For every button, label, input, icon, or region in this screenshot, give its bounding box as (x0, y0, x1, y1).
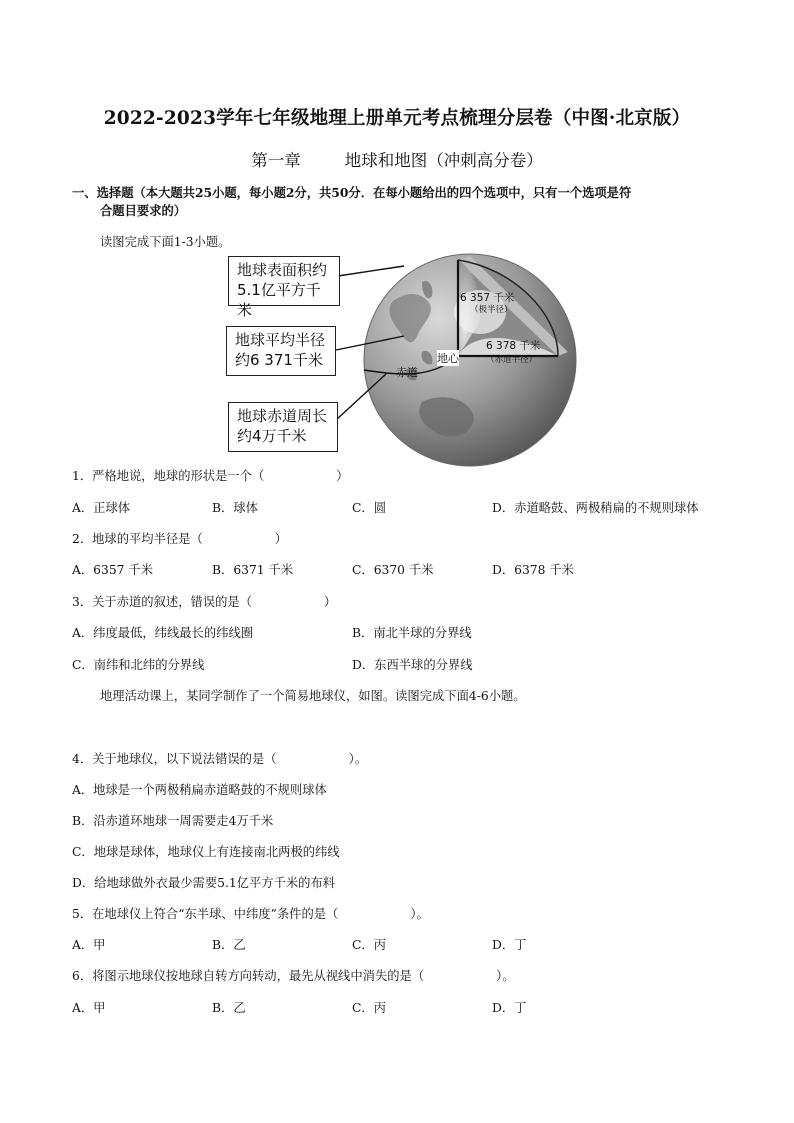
question-3-option-c[interactable]: C．南纬和北纬的分界线 (72, 658, 205, 672)
question-3-option-a[interactable]: A．纬度最低，纬线最长的纬线圈 (72, 626, 254, 640)
callout-equator-length-line2: 约4万千米 (237, 427, 307, 445)
equatorial-radius-value: 6 378 千米 (486, 340, 541, 352)
equator-label: 赤道 (396, 366, 418, 379)
callout-surface-area (228, 256, 340, 319)
reading-instruction-1: 读图完成下面1-3小题。 (100, 235, 231, 249)
reading-instruction-2: 地理活动课上，某同学制作了一个简易地球仪，如图。读图完成下面4-6小题。 (100, 689, 526, 703)
question-5-option-d[interactable]: D．丁 (492, 938, 527, 952)
question-6-option-d[interactable]: D．丁 (492, 1001, 527, 1015)
question-2-option-b[interactable]: B．6371 千米 (212, 563, 294, 577)
callout-mean-radius (226, 326, 336, 376)
callout-mean-radius-line1: 地球平均半径 (235, 331, 326, 349)
question-6-option-a[interactable]: A．甲 (72, 1001, 106, 1015)
question-5-stem: 5．在地球仪上符合“东半球、中纬度”条件的是（ ）。 (72, 907, 429, 921)
question-4-option-a[interactable]: A．地球是一个两极稍扁赤道略鼓的不规则球体 (72, 783, 327, 797)
question-2-option-c[interactable]: C．6370 千米 (352, 563, 434, 577)
callout-mean-radius-line2: 约6 371千米 (235, 351, 323, 369)
question-1-stem: 1．严格地说，地球的形状是一个（ ） (72, 469, 349, 483)
question-1-option-d[interactable]: D．赤道略鼓、两极稍扁的不规则球体 (492, 501, 699, 515)
question-2-option-d[interactable]: D．6378 千米 (492, 563, 574, 577)
question-4-option-b[interactable]: B．沿赤道环地球一周需要走4万千米 (72, 814, 274, 828)
polar-radius-value: 6 357 千米 (460, 292, 515, 304)
polar-radius-label: （极半径） (470, 305, 513, 315)
question-1-option-a[interactable]: A．正球体 (72, 501, 131, 515)
question-6-stem: 6．将图示地球仪按地球自转方向转动，最先从视线中消失的是（ ）。 (72, 969, 515, 983)
callout-equator-length (228, 402, 338, 452)
question-6-option-b[interactable]: B．乙 (212, 1001, 246, 1015)
callout-equator-length-line1: 地球赤道周长 (237, 407, 328, 425)
question-4-option-d[interactable]: D．给地球做外衣最少需要5.1亿平方千米的布料 (72, 876, 336, 890)
earth-center-label: 地心 (437, 352, 459, 365)
equatorial-radius-label: （赤道半径） (486, 355, 538, 365)
callout-surface-area-line2: 5.1亿平方千米 (237, 281, 321, 319)
question-4-stem: 4．关于地球仪，以下说法错误的是（ ）。 (72, 752, 368, 766)
question-3-option-d[interactable]: D．东西半球的分界线 (352, 658, 473, 672)
question-3-stem: 3．关于赤道的叙述，错误的是（ ） (72, 595, 337, 609)
chapter-title: 地球和地图（冲刺高分卷） (344, 151, 543, 170)
page-title: 2022-2023学年七年级地理上册单元考点梳理分层卷（中图·北京版） (103, 108, 691, 129)
section-heading (72, 184, 722, 220)
question-5-option-b[interactable]: B．乙 (212, 938, 246, 952)
question-2-option-a[interactable]: A．6357 千米 (72, 563, 153, 577)
question-1-option-b[interactable]: B．球体 (212, 501, 258, 515)
question-6-option-c[interactable]: C．丙 (352, 1001, 387, 1015)
question-2-stem: 2．地球的平均半径是（ ） (72, 532, 288, 546)
section-heading-line2: 合题目要求的） (100, 203, 187, 218)
section-heading-line1: 一、选择题（本大题共25小题，每小题2分，共50分．在每小题给出的四个选项中，只有一个选项是符 (72, 185, 632, 200)
callout-surface-area-line1: 地球表面积约 (237, 261, 328, 279)
chapter-number: 第一章 (251, 151, 301, 170)
question-3-option-b[interactable]: B．南北半球的分界线 (352, 626, 472, 640)
question-5-option-a[interactable]: A．甲 (72, 938, 106, 952)
question-5-option-c[interactable]: C．丙 (352, 938, 387, 952)
chapter-heading (0, 147, 794, 171)
question-1-option-c[interactable]: C．圆 (352, 501, 387, 515)
question-4-option-c[interactable]: C．地球是球体，地球仪上有连接南北两极的纬线 (72, 845, 340, 859)
